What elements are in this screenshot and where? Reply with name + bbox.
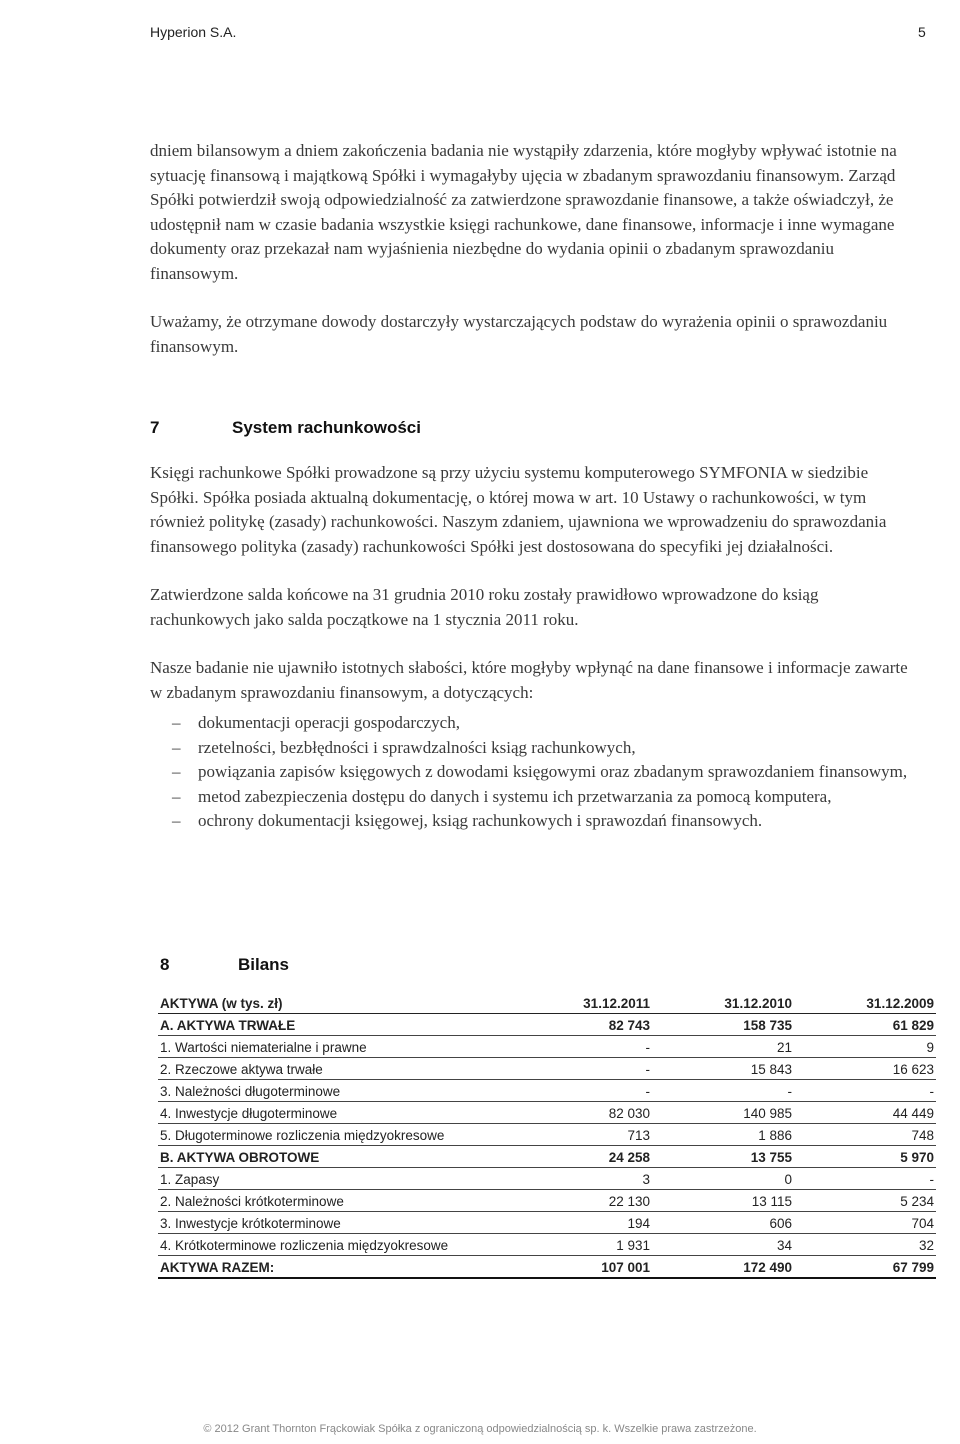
row-label: 5. Długoterminowe rozliczenia międzyokresowe [158, 1124, 510, 1146]
table-cell: 44 449 [794, 1102, 936, 1124]
section-7-body [150, 461, 910, 834]
table-cell: - [510, 1036, 652, 1058]
table-cell: 713 [510, 1124, 652, 1146]
table-cell: 61 829 [794, 1014, 936, 1036]
body-paragraph: Zatwierdzone salda końcowe na 31 grudnia 2010 roku zostały prawidłowo wprowadzone do ksiąg rachunkowych jako salda początkowe na 1 stycznia 2011 roku. [150, 585, 819, 629]
table-cell: 82 743 [510, 1014, 652, 1036]
table-cell: 32 [794, 1234, 936, 1256]
table-cell: 3 [510, 1168, 652, 1190]
copyright-footer: © 2012 Grant Thornton Frąckowiak Spółka z ograniczoną odpowiedzialnością sp. k. Wszelkie prawa zastrzeżone. [203, 1423, 757, 1435]
table-cell: 67 799 [794, 1256, 936, 1279]
row-label: 3. Należności długoterminowe [158, 1080, 510, 1102]
body-paragraph: Nasze badanie nie ujawniło istotnych słabości, które mogłyby wpłynąć na dane finansowe i informacje zawarte w zbadanym sprawozdaniu finansowym, a dotyczących: [150, 658, 908, 702]
table-row [158, 1168, 936, 1190]
table-row [158, 1212, 936, 1234]
table-row [158, 1102, 936, 1124]
table-row [158, 1234, 936, 1256]
row-label: 1. Wartości niematerialne i prawne [158, 1036, 510, 1058]
table-row [158, 1080, 936, 1102]
list-item: – powiązania zapisów księgowych z dowodami księgowymi oraz zbadanym sprawozdaniem finansowym, [150, 760, 910, 785]
table-cell: 16 623 [794, 1058, 936, 1080]
column-header: 31.12.2009 [794, 992, 936, 1014]
table-cell: 140 985 [652, 1102, 794, 1124]
row-label: 3. Inwestycje krótkoterminowe [158, 1212, 510, 1234]
table-row [158, 1190, 936, 1212]
column-header: 31.12.2010 [652, 992, 794, 1014]
column-header: AKTYWA (w tys. zł) [158, 992, 510, 1014]
row-label: 4. Inwestycje długoterminowe [158, 1102, 510, 1124]
table-cell: 107 001 [510, 1256, 652, 1279]
table-row [158, 1036, 936, 1058]
table-cell: - [510, 1080, 652, 1102]
row-label: 4. Krótkoterminowe rozliczenia międzyokresowe [158, 1234, 510, 1256]
table-cell: 172 490 [652, 1256, 794, 1279]
table-row [158, 1058, 936, 1080]
table-cell: 606 [652, 1212, 794, 1234]
table-cell: - [652, 1080, 794, 1102]
company-name: Hyperion S.A. [150, 24, 237, 40]
table-cell: 1 886 [652, 1124, 794, 1146]
list-item: – rzetelności, bezbłędności i sprawdzalności ksiąg rachunkowych, [150, 736, 910, 761]
table-row [158, 1146, 936, 1168]
list-item: – dokumentacji operacji gospodarczych, [150, 711, 910, 736]
page-number: 5 [918, 24, 926, 40]
row-label: 1. Zapasy [158, 1168, 510, 1190]
intro-paragraph: Uważamy, że otrzymane dowody dostarczyły wystarczających podstaw do wyrażenia opinii o sprawozdaniu finansowym. [150, 312, 888, 356]
table-cell: 5 234 [794, 1190, 936, 1212]
table-cell: 9 [794, 1036, 936, 1058]
section-7-heading [150, 418, 421, 438]
section-8-heading [160, 955, 289, 975]
row-label: 2. Należności krótkoterminowe [158, 1190, 510, 1212]
table-cell: 748 [794, 1124, 936, 1146]
table-cell: 194 [510, 1212, 652, 1234]
section-number: 8 [160, 955, 170, 974]
table-row [158, 1014, 936, 1036]
intro-text [150, 139, 910, 359]
table-cell: 21 [652, 1036, 794, 1058]
weakness-list [150, 711, 910, 834]
list-item: – metod zabezpieczenia dostępu do danych i systemu ich przetwarzania za pomocą komputera, [150, 785, 910, 810]
row-label: AKTYWA RAZEM: [158, 1256, 510, 1279]
table-row [158, 1124, 936, 1146]
table-cell: 15 843 [652, 1058, 794, 1080]
table-cell: 0 [652, 1168, 794, 1190]
table-cell: 1 931 [510, 1234, 652, 1256]
list-item: – ochrony dokumentacji księgowej, ksiąg rachunkowych i sprawozdań finansowych. [150, 809, 910, 834]
table-cell: 34 [652, 1234, 794, 1256]
table-cell: 13 115 [652, 1190, 794, 1212]
body-paragraph: Księgi rachunkowe Spółki prowadzone są przy użyciu systemu komputerowego SYMFONIA w siedzibie Spółki. Spółka posiada aktualną dokumentację, o której mowa w art. 10 Ustawy o rachunkowości, w tym również politykę (zasady) rachunkowości. Naszym zdaniem, ujawniona we wprowadzeniu do sprawozdania finansowego polityka (zasady) rachunkowości Spółki jest dostosowana do specyfiki jej działalności. [150, 463, 887, 556]
table-cell: 704 [794, 1212, 936, 1234]
section-number: 7 [150, 418, 160, 437]
row-label: 2. Rzeczowe aktywa trwałe [158, 1058, 510, 1080]
row-label: B. AKTYWA OBROTOWE [158, 1146, 510, 1168]
table-cell: 82 030 [510, 1102, 652, 1124]
section-title: Bilans [238, 955, 290, 974]
balance-sheet-table [158, 992, 936, 1279]
table-cell: - [794, 1080, 936, 1102]
table-cell: 22 130 [510, 1190, 652, 1212]
column-header: 31.12.2011 [510, 992, 652, 1014]
table-total-row [158, 1256, 936, 1279]
table-cell: 158 735 [652, 1014, 794, 1036]
intro-paragraph: dniem bilansowym a dniem zakończenia badania nie wystąpiły zdarzenia, które mogłyby wpływać istotnie na sytuację finansową i majątkową Spółki i wymagałyby ujęcia w zbadanym sprawozdaniu finansowym. Zarząd Spółki potwierdził swoją odpowiedzialność za zatwierdzone sprawozdanie finansowe, a także oświadczył, że udostępnił nam w czasie badania wszystkie księgi rachunkowe, dane finansowe, informacje i inne wymagane dokumenty oraz przekazał nam wyjaśnienia niezbędne do wydania opinii o zbadanym sprawozdaniu finansowym. [150, 141, 897, 283]
table-cell: - [510, 1058, 652, 1080]
table-cell: 5 970 [794, 1146, 936, 1168]
table-cell: 24 258 [510, 1146, 652, 1168]
table-cell: - [794, 1168, 936, 1190]
table-cell: 13 755 [652, 1146, 794, 1168]
section-title: System rachunkowości [232, 418, 421, 437]
row-label: A. AKTYWA TRWAŁE [158, 1014, 510, 1036]
table-header-row [158, 992, 936, 1014]
